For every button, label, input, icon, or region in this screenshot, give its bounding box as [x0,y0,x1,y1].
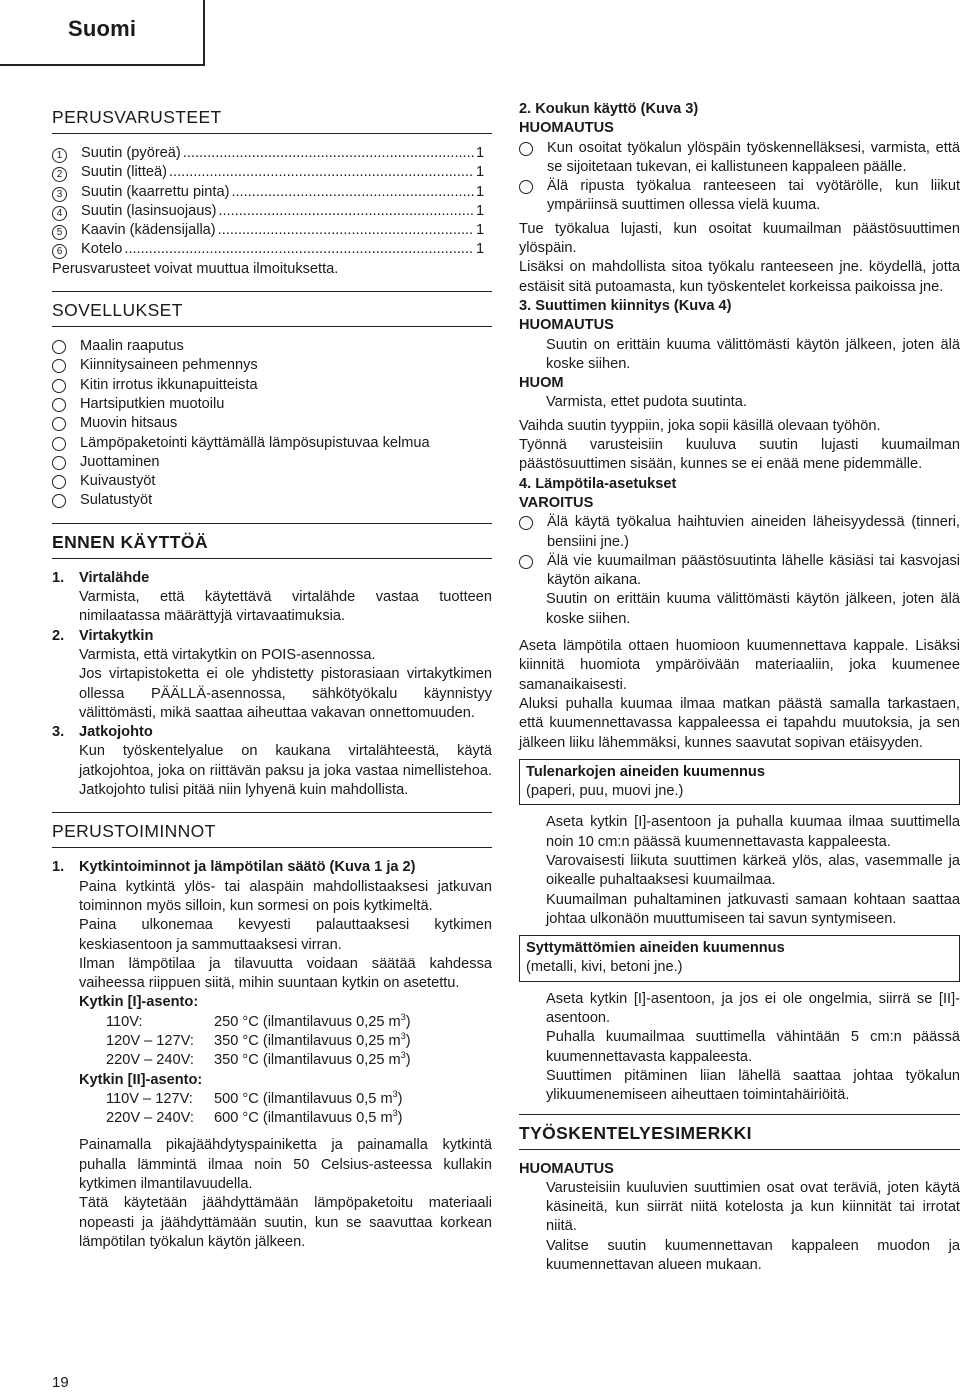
notice-label: HUOMAUTUS [519,317,614,334]
list-item: 6 Kotelo ..... 1 [52,240,488,259]
paragraph: Varovaisesti liikuta suuttimen kärkeä ylös, alas, vasemmalle ja oikealle puhaltaaksesi kuumailmaa. [546,852,960,889]
list-item: Kitin irrotus ikkunapuitteista [52,376,492,395]
paragraph: Lisäksi on mahdollista sitoa työkalu ranteeseen jne. köydellä, jotta estäisit sitä putoamasta, kun työskentelet korkeissa paikoissa jne. [519,259,960,295]
section-title-perustoiminnot: PERUSTOIMINNOT [52,812,492,848]
paragraph: Aluksi puhalla kuumaa ilmaa matkan päästä samalla tarkastaen, että kuumennettavassa kappaleessa ei tapahdu muutoksia, ja sen jälkeen liiku lähemmäksi, kunnes saavutat sopivan etäisyyden. [519,695,960,751]
paragraph: Varusteisiin kuuluvien suuttimien osat ovat teräviä, joten käytä käsineitä, kun siirrät niitä kotelosta ja kun kiinnität tai irrotat niitä. [546,1179,960,1235]
list-item: Kuivaustyöt [52,472,492,491]
section-title-perusvarusteet: PERUSVARUSTEET [52,100,492,134]
paragraph: Varmista, ettet pudota suutinta. [546,394,747,411]
list-item: 4 Suutin (lasinsuojaus) ..... 1 [52,202,488,221]
list-item: Muovin hitsaus [52,414,492,433]
paragraph: Valitse suutin kuumennettavan kappaleen muodon ja kuumennettavan alueen mukaan. [546,1237,960,1274]
paragraph: Vaihda suutin tyyppiin, joka sopii käsillä olevaan työhön. [519,417,881,434]
list-item: Hartsiputkien muotoilu [52,395,492,414]
applications-list [52,337,492,511]
list-item: 3 Suutin (kaarrettu pinta) ..... 1 [52,183,488,202]
boxed-heading: Syttymättömien aineiden kuumennus (metalli, kivi, betoni jne.) [519,935,960,982]
paragraph: Suuttimen pitäminen liian lähellä saattaa johtaa työkalun ylikuumenemiseen aiheuttaen toimintahäiriöitä. [546,1067,960,1104]
temperature-line: 220V – 240V: 600 °C (ilmantilavuus 0,5 $m^3$) [106,1108,403,1127]
note-label: HUOM [519,375,564,392]
circled-number: 3 [52,187,67,202]
paragraph: Puhalla kuumailmaa suuttimella vähintään 5 cm:n päässä kuumennettavasta kappaleesta. [546,1029,960,1065]
subsection-heading: 4. Lämpötila-asetukset [519,475,677,492]
circle-bullet-icon [519,180,533,194]
paragraph: Varmista, että virtakytkin on POIS-asennossa. [79,646,376,663]
list-item: Juottaminen [52,453,492,472]
paragraph: Suutin on erittäin kuuma välittömästi käytön jälkeen, joten älä koske siihen. [546,591,960,627]
circle-bullet-icon [52,494,66,508]
warning-label: VAROITUS [519,494,594,511]
circle-bullet-icon [52,475,66,489]
paragraph: Jos virtapistoketta ei ole yhdistetty pistorasiaan virtakytkimen ollessa PÄÄLLÄ-asennossa, sähkötyökalu käynnistyy välittömästi, mikä saattaa aiheuttaa vakavan onnettomuuden. [79,666,492,721]
subsection-heading: 3. Suuttimen kiinnitys (Kuva 4) [519,297,732,314]
circle-bullet-icon [52,379,66,393]
section-title-ennen-kayttoa: ENNEN KÄYTTÖÄ [52,523,492,559]
section-title-tyoskentelyesimerkki: TYÖSKENTELYESIMERKKI [519,1114,960,1150]
list-item: Älä käytä työkalua haihtuvien aineiden läheisyydessä (tinneri, bensiini jne.) [519,513,960,552]
right-column [519,100,960,1275]
list-item: Älä ripusta työkalua ranteeseen tai vyötärölle, kun liikut ympäriinsä suuttimen ollessa vielä kuuma. [519,177,960,216]
circled-number: 2 [52,167,67,182]
switch-position-label: Kytkin [I]-asento: [79,994,199,1011]
paragraph: Painamalla pikajäähdytyspainiketta ja painamalla kytkintä puhalla lämmintä ilmaa noin 50 Celsius-asteessa kullakin kytkimen ilmantilavuudella. [79,1137,492,1193]
notice-label: HUOMAUTUS [519,120,614,137]
notice-label: HUOMAUTUS [519,1160,614,1177]
circle-bullet-icon [52,417,66,431]
circled-number: 6 [52,244,67,259]
list-item: Maalin raaputus [52,337,492,356]
subsection-heading: 1. Virtalähde [52,569,150,586]
switch-position-label: Kytkin [II]-asento: [79,1071,203,1088]
subsection-heading: 1. Kytkintoiminnot ja lämpötilan säätö (Kuva 1 ja 2) [52,859,416,876]
temperature-line: 110V – 127V: 500 °C (ilmantilavuus 0,5 $m^3$) [106,1089,403,1107]
subsection-heading: 3. Jatkojohto [52,724,153,741]
paragraph: Aseta lämpötila ottaen huomioon kuumennettava kappale. Lisäksi kiinnitä huomiota ympäröivään materiaaliin, joka kuumenee samanaikaisesti. [519,638,960,693]
list-item: Kun osoitat työkalun ylöspäin työskennelläksesi, varmista, että se sijoitetaan tukevan, ei kallistuneen kappaleen päälle. [519,139,960,178]
accessory-note: Perusvarusteet voivat muuttua ilmoituksetta. [52,260,339,277]
circle-bullet-icon [519,555,533,569]
list-item: 1 Suutin (pyöreä) ..... 1 [52,144,488,163]
language-tab [0,0,205,66]
language-title: Suomi [68,16,137,41]
left-column [52,100,492,1252]
paragraph: Tue työkalua lujasti, kun osoitat kuumailman päästösuuttimen ylöspäin. [519,220,960,257]
paragraph: Paina ulkonemaa kevyesti palauttaaksesi kytkimen keskiasentoon ja sammuttaaksesi virran. [79,917,492,953]
temperature-line: 110V: 250 °C (ilmantilavuus 0,25 $m^3$) [106,1011,411,1030]
boxed-heading: Tulenarkojen aineiden kuumennus (paperi, puu, muovi jne.) [519,759,960,806]
paragraph: Kun työskentelyalue on kaukana virtalähteestä, käytä jatkojohtoa, joka on riittävän paksu ja joka vastaa nimellistehoa. Jatkojohto tulisi pitää niin lyhyenä kuin mahdollista. [79,743,492,799]
circle-bullet-icon [52,398,66,412]
list-item: Lämpöpaketointi käyttämällä lämpösupistuvaa kelmua [52,434,492,453]
paragraph: Kuumailman puhaltaminen jatkuvasti samaan kohtaan saattaa johtaa ulkonäön muuttumiseen tai savun syntymiseen. [546,891,960,927]
circle-bullet-icon [52,456,66,470]
paragraph: Suutin on erittäin kuuma välittömästi käytön jälkeen, joten älä koske siihen. [546,336,960,372]
accessory-list [52,144,492,260]
section-title-sovellukset: SOVELLUKSET [52,291,492,327]
circle-bullet-icon [52,359,66,373]
circle-bullet-icon [519,142,533,156]
temperature-line: 220V – 240V: 350 °C (ilmantilavuus 0,25 $m^3$) [106,1050,411,1069]
temperature-line: 120V – 127V: 350 °C (ilmantilavuus 0,25 $m^3$) [106,1031,411,1049]
paragraph: Työnnä varusteisiin kuuluva suutin lujasti kuumailman päästösuuttimen sisään, kunnes se ei enää mene pidemmälle. [519,437,960,473]
circled-number: 5 [52,225,67,240]
paragraph: Varmista, että käytettävä virtalähde vastaa tuotteen nimilaatassa määrättyjä virtavaatimuksia. [79,589,492,625]
list-item: Sulatustyöt [52,491,492,510]
paragraph: Aseta kytkin [I]-asentoon, ja jos ei ole ongelmia, siirrä se [II]-asentoon. [546,990,960,1027]
subsection-heading: 2. Virtakytkin [52,627,154,644]
circle-bullet-icon [52,437,66,451]
paragraph: Paina kytkintä ylös- tai alaspäin mahdollistaaksesi jatkuvan toiminnon myös silloin, kun sormesi on pois kytkimeltä. [79,878,492,914]
circle-bullet-icon [519,516,533,530]
list-item: 5 Kaavin (kädensijalla) ..... 1 [52,221,488,240]
circled-number: 4 [52,206,67,221]
list-item: 2 Suutin (litteä) ..... 1 [52,163,488,182]
list-item: Älä vie kuumailman päästösuutinta lähelle käsiäsi tai kasvojasi käytön aikana. [519,552,960,591]
paragraph: Ilman lämpötilaa ja tilavuutta voidaan säätää kahdessa vaiheessa riippuen siitä, mihin suuntaan kytkin on asetettu. [79,955,492,992]
list-item: Kiinnitysaineen pehmennys [52,356,492,375]
circle-bullet-icon [52,340,66,354]
paragraph: Tätä käytetään jäähdyttämään lämpöpaketoitu materiaali nopeasti ja jäähdyttämään suutin, kun se saavuttaa korkean lämpötilan työkalun käytön jälkeen. [79,1195,492,1250]
circled-number: 1 [52,148,67,163]
page-number: 19 [52,1374,69,1391]
subsection-heading: 2. Koukun käyttö (Kuva 3) [519,101,699,117]
paragraph: Aseta kytkin [I]-asentoon ja puhalla kuumaa ilmaa suuttimella noin 10 cm:n päässä kuumennettavasta kappaleesta. [546,814,960,850]
